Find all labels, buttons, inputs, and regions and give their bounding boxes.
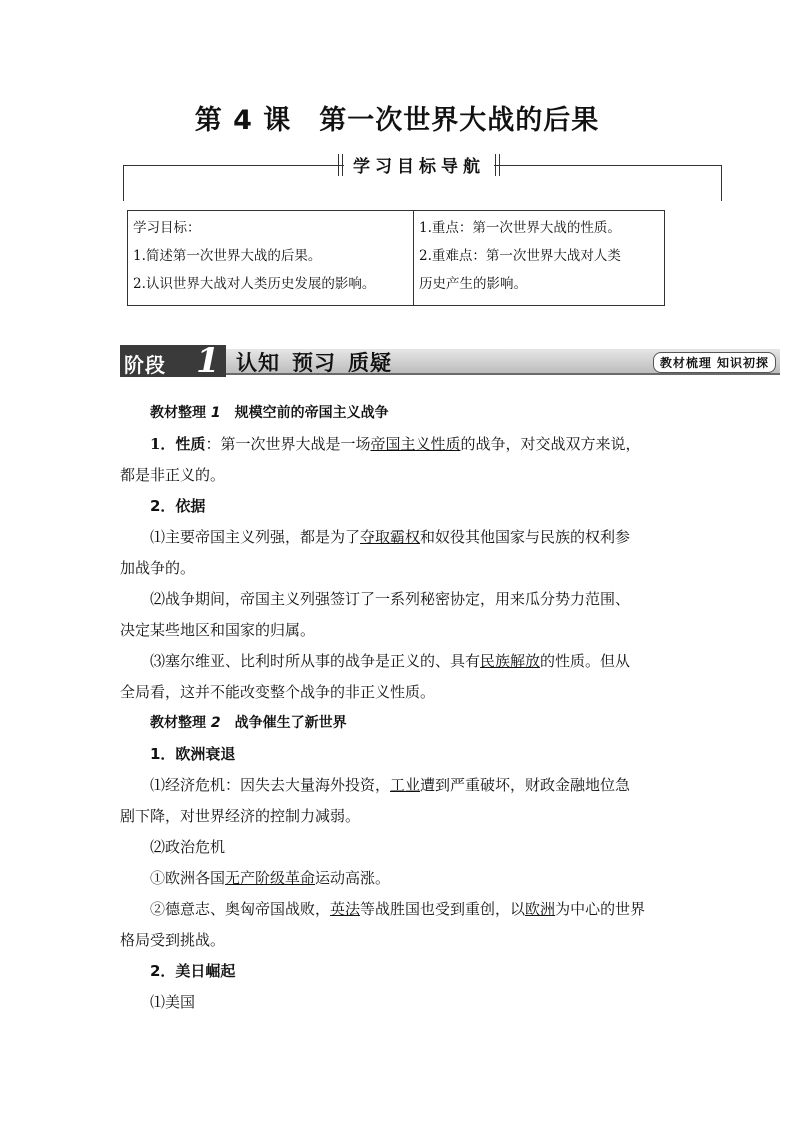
- paragraph: [120, 863, 680, 894]
- item-heading: 1．欧洲衰退: [150, 745, 236, 763]
- item-label: 1．性质: [150, 435, 206, 453]
- text: 遭到严重破坏，财政金融地位急: [420, 776, 631, 794]
- underlined-answer: 欧洲: [525, 900, 556, 918]
- text: 的战争，对交战双方来说，: [460, 435, 641, 453]
- underlined-answer: 工业: [390, 776, 421, 794]
- underlined-answer: 民族解放: [480, 652, 541, 670]
- key-point-line: 2.重难点：第一次世界大战对人类: [419, 248, 621, 264]
- stage-banner: [120, 341, 780, 381]
- lesson-content: [120, 398, 680, 1018]
- underlined-answer: 英法: [330, 900, 361, 918]
- paragraph: [120, 429, 680, 460]
- item-heading: 2．美日崛起: [150, 962, 236, 980]
- lesson-name: 第一次世界大战的后果: [319, 105, 600, 136]
- key-point-line: 历史产生的影响。: [419, 276, 527, 292]
- section-heading: [120, 708, 680, 739]
- paragraph-cont: 剧下降，对世界经济的控制力减弱。: [120, 807, 361, 825]
- paragraph: [120, 522, 680, 553]
- paragraph: [120, 770, 680, 801]
- stage-badge: [120, 341, 226, 381]
- objective-line: 1.简述第一次世界大战的后果。: [133, 248, 322, 264]
- text: ①欧洲各国: [150, 869, 226, 887]
- stage-number: 1: [196, 341, 220, 381]
- nav-bracket-left: [123, 165, 124, 201]
- section-title: 规模空前的帝国主义战争: [234, 405, 389, 421]
- objective-line: 学习目标：: [133, 220, 201, 236]
- stage-tag: 教材梳理 知识初探: [653, 352, 776, 373]
- paragraph: [120, 646, 680, 677]
- key-point-line: 1.重点：第一次世界大战的性质。: [419, 220, 621, 236]
- objectives-table: [127, 210, 665, 306]
- text: ②德意志、奥匈帝国战败，: [150, 900, 331, 918]
- nav-tick-left: [338, 154, 343, 176]
- underlined-answer: 帝国主义性质: [370, 435, 461, 453]
- nav-bracket-right: [721, 165, 722, 201]
- text: 为中心的世界: [555, 900, 646, 918]
- stage-label: 阶段: [124, 353, 166, 377]
- text: ⑶塞尔维亚、比利时所从事的战争是正义的、具有: [150, 652, 481, 670]
- text: 和奴役其他国家与民族的权利参: [420, 528, 631, 546]
- stage-heading: [236, 347, 392, 377]
- text: ：第一次世界大战是一场: [205, 435, 371, 453]
- text: 的性质。但从: [540, 652, 631, 670]
- text: ⑴主要帝国主义列强，都是为了: [150, 528, 361, 546]
- heading-part: 质疑: [348, 351, 392, 375]
- underlined-answer: 无产阶级革命: [225, 869, 316, 887]
- section-number: 2: [210, 715, 221, 731]
- underlined-answer: 夺取霸权: [360, 528, 421, 546]
- item-heading: 2．依据: [150, 497, 206, 515]
- paragraph: [120, 894, 680, 925]
- nav-tick-right: [495, 154, 500, 176]
- lesson-number: 第 4 课: [194, 105, 292, 136]
- text: 等战胜国也受到重创，以: [360, 900, 526, 918]
- paragraph-cont: 加战争的。: [120, 559, 196, 577]
- paragraph-cont: 都是非正义的。: [120, 466, 226, 484]
- page-title: [0, 98, 794, 137]
- section-title: 战争催生了新世界: [234, 715, 347, 731]
- objectives-right: [414, 211, 664, 305]
- objectives-left: [128, 211, 414, 305]
- section-number: 1: [210, 405, 221, 421]
- heading-part: 预习: [292, 351, 336, 375]
- objective-line: 2.认识世界大战对人类历史发展的影响。: [133, 276, 376, 292]
- nav-rule-right: [494, 165, 722, 166]
- text: ⑴经济危机：因失去大量海外投资，: [150, 776, 391, 794]
- paragraph-cont: 格局受到挑战。: [120, 931, 226, 949]
- paragraph-cont: 决定某些地区和国家的归属。: [120, 621, 316, 639]
- text: 运动高涨。: [315, 869, 391, 887]
- nav-rule-left: [123, 165, 344, 166]
- paragraph: ⑵政治危机: [150, 838, 226, 856]
- section-label: 教材整理: [150, 715, 206, 731]
- nav-label: 学习目标导航: [344, 152, 494, 177]
- paragraph: ⑴美国: [150, 993, 196, 1011]
- section-heading: [120, 398, 680, 429]
- paragraph-cont: 全局看，这并不能改变整个战争的非正义性质。: [120, 683, 436, 701]
- paragraph: ⑵战争期间，帝国主义列强签订了一系列秘密协定，用来瓜分势力范围、: [150, 590, 631, 608]
- heading-part: 认知: [236, 351, 280, 375]
- section-label: 教材整理: [150, 405, 206, 421]
